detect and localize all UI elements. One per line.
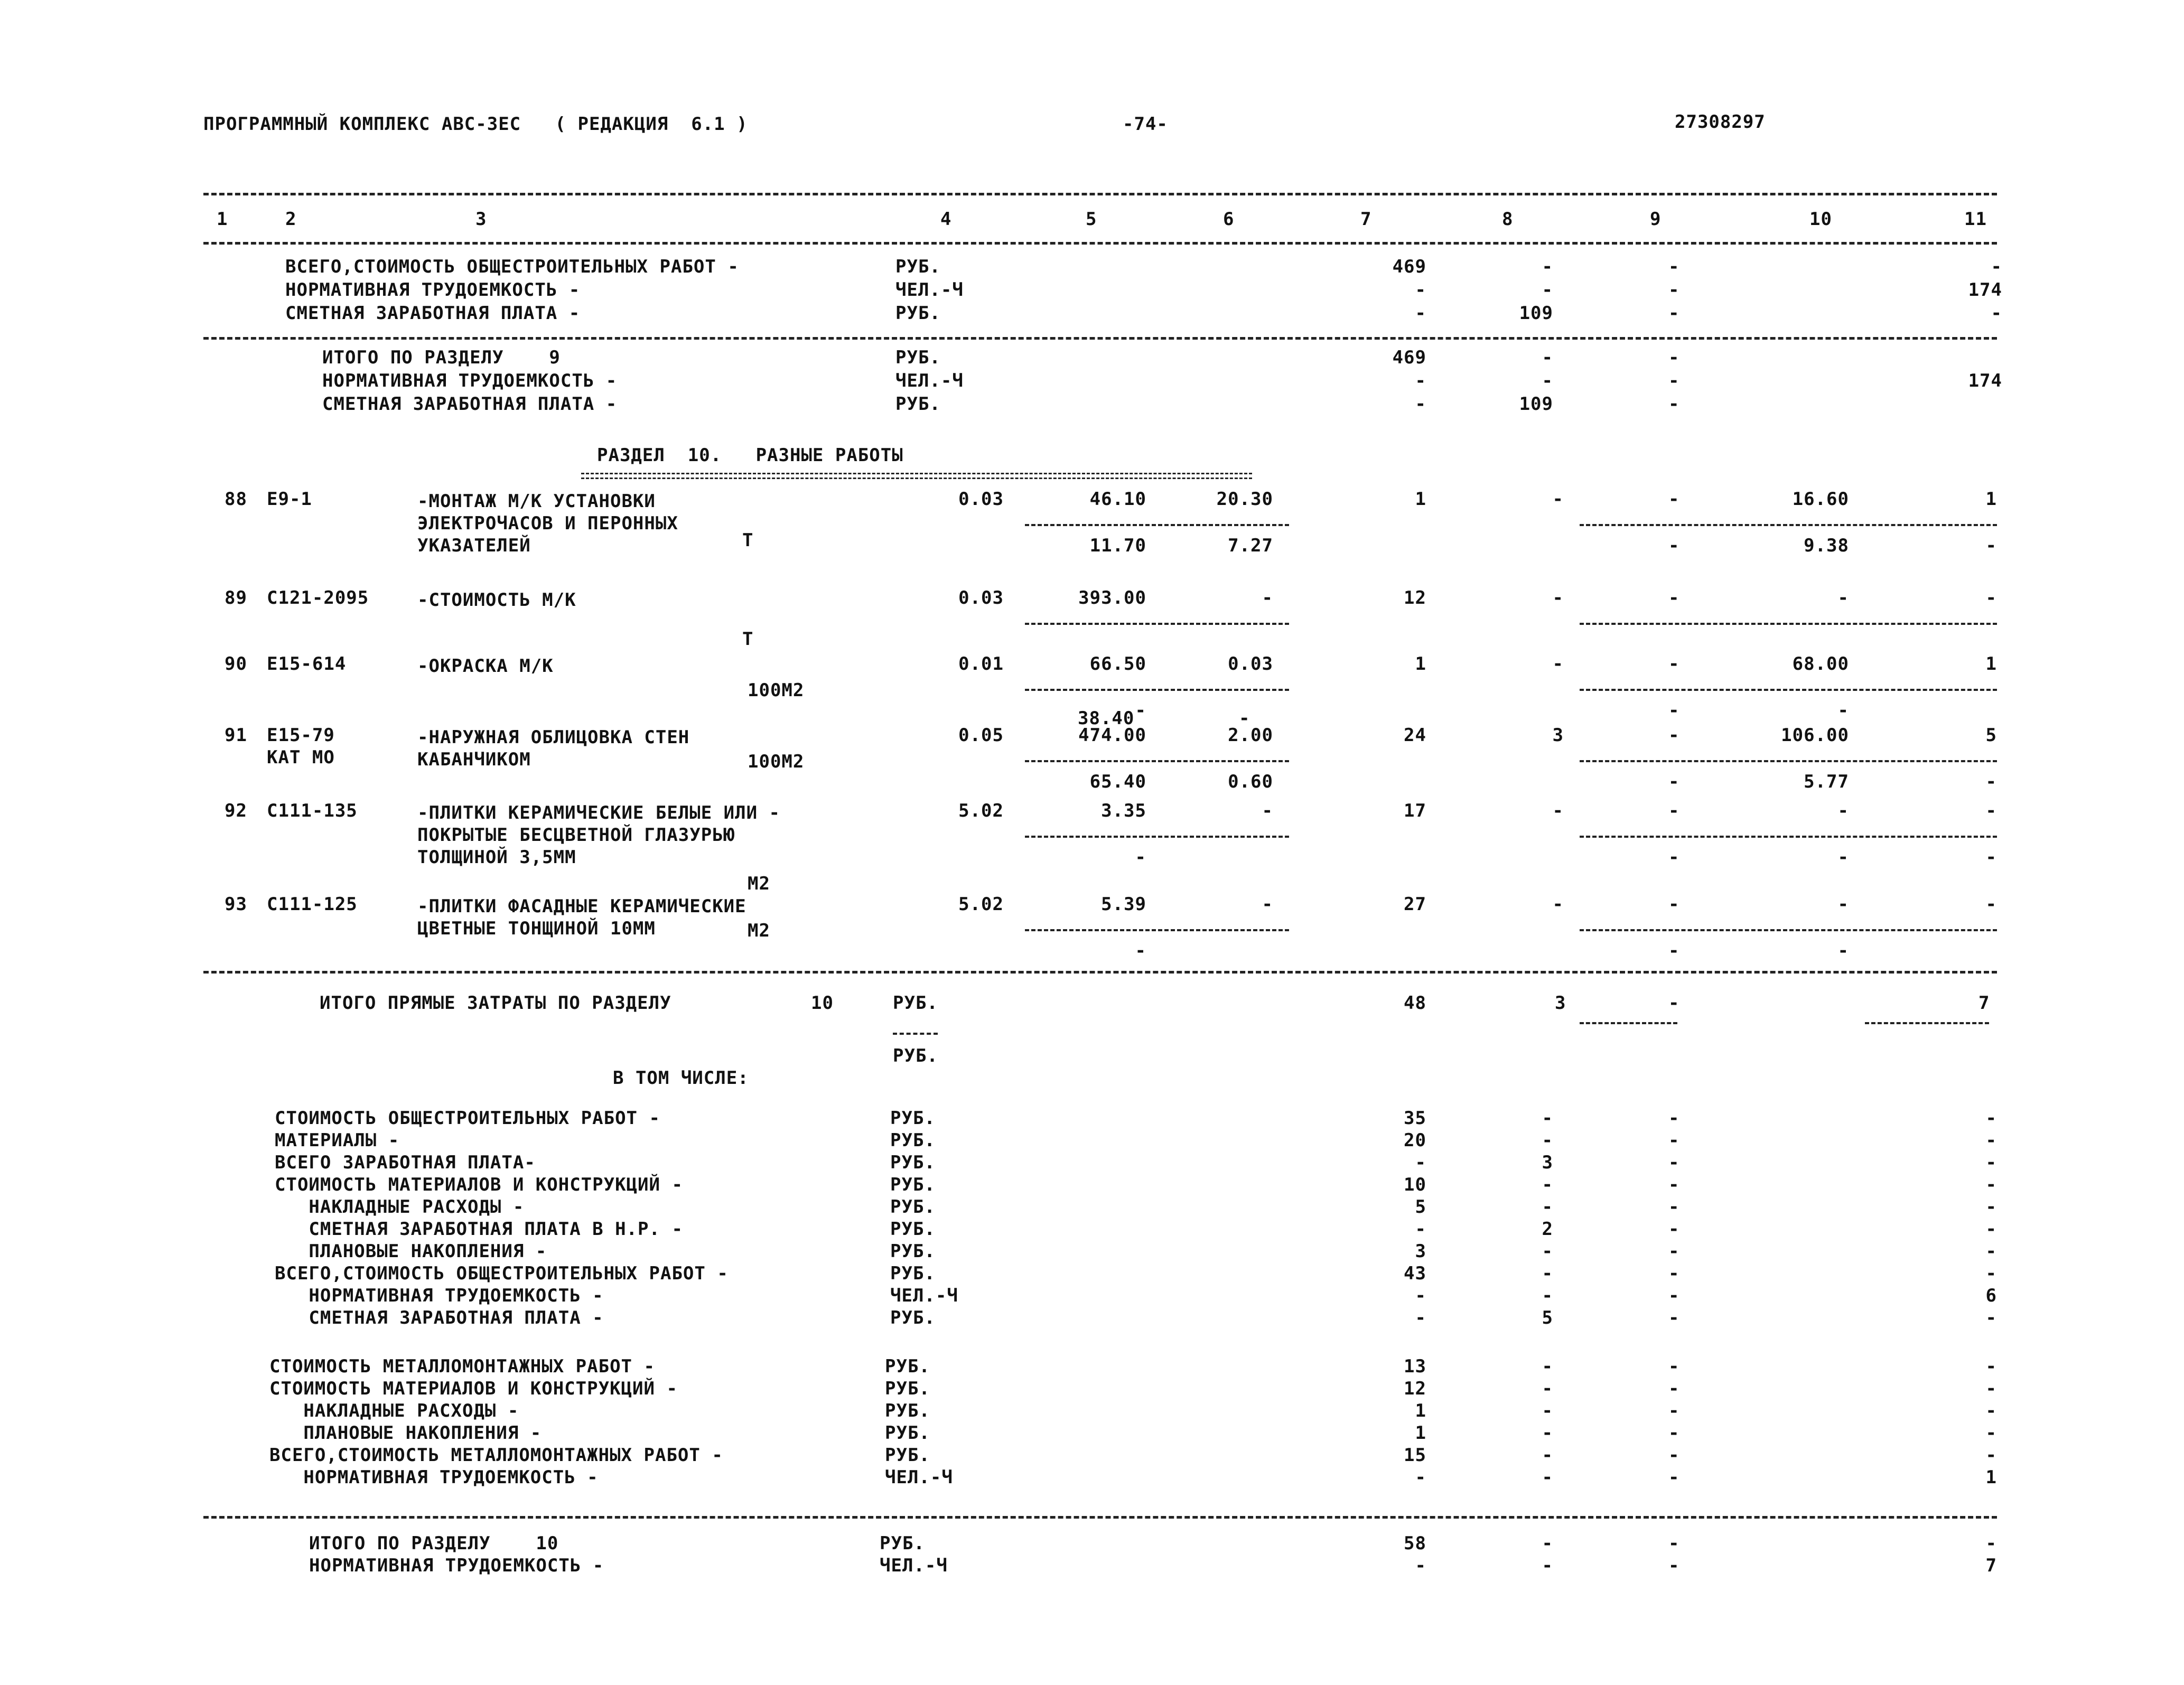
row-unit: РУБ.: [885, 1422, 930, 1444]
row-c7: 15: [1404, 1445, 1426, 1466]
row-unit: РУБ.: [885, 1378, 930, 1399]
row-unit: ЧЕЛ.-Ч: [880, 1555, 948, 1576]
item-number: 89: [225, 587, 247, 609]
item-number: 88: [225, 489, 247, 510]
item-labor-total-mech: -: [1985, 847, 1997, 868]
row-c8: -: [1542, 1422, 1553, 1444]
direct-costs-c9: -: [1668, 993, 1680, 1014]
item-unit-price-mech: -: [1135, 700, 1146, 721]
row-c11: -: [1991, 303, 2002, 324]
column-number-10: 10: [1809, 209, 1832, 230]
document-id: 27308297: [1675, 111, 1766, 133]
row-unit: РУБ.: [885, 1356, 930, 1377]
item-description: -ПЛИТКИ ФАСАДНЫЕ КЕРАМИЧЕСКИЕ ЦВЕТНЫЕ ТОНЩИНОЙ 10ММ: [417, 896, 746, 939]
row-c11: -: [1985, 1263, 1997, 1284]
item-labor-divider: [1580, 929, 1997, 931]
row-c8: -: [1542, 1130, 1553, 1151]
row-unit: РУБ.: [890, 1196, 936, 1218]
row-unit: РУБ.: [890, 1219, 936, 1240]
item-total-wages: -: [1552, 587, 1564, 609]
direct-costs-unit: РУБ.: [893, 993, 938, 1014]
item-c9-top: -: [1668, 587, 1680, 609]
row-unit: РУБ.: [890, 1130, 936, 1151]
row-c8: -: [1542, 279, 1553, 301]
direct-costs-c9-rule: [1580, 1022, 1677, 1024]
row-c11: -: [1985, 1307, 1997, 1328]
row-c9: -: [1668, 1422, 1680, 1444]
item-code: С111-135: [267, 800, 358, 821]
row-c7: 58: [1404, 1533, 1426, 1554]
row-unit: РУБ.: [890, 1152, 936, 1173]
row-c9: -: [1668, 370, 1680, 391]
direct-costs-section: 10: [811, 993, 834, 1014]
item-labor-divider: [1580, 623, 1997, 625]
item-description: -СТОИМОСТЬ М/К: [417, 589, 576, 611]
row-unit: РУБ.: [880, 1533, 925, 1554]
row-c8: 109: [1519, 303, 1553, 324]
row-c8: -: [1542, 256, 1553, 277]
header-bottom-rule: [203, 242, 1997, 245]
item-91-extra-price: 38.40: [1078, 708, 1135, 729]
item-unit-price: 393.00: [1078, 587, 1146, 609]
row-c7: -: [1415, 1152, 1426, 1173]
row-c9: -: [1668, 1196, 1680, 1218]
row-c7: 1: [1415, 1400, 1426, 1421]
item-91-extra-value: -: [1239, 708, 1250, 729]
column-number-4: 4: [940, 209, 952, 230]
item-description: -ОКРАСКА М/К: [417, 656, 554, 677]
row-c8: 109: [1519, 394, 1553, 415]
item-unit-price: 3.35: [1101, 800, 1146, 821]
row-label: ВСЕГО,СТОИМОСТЬ ОБЩЕСТРОИТЕЛЬНЫХ РАБОТ -: [275, 1263, 729, 1284]
item-number: 93: [225, 894, 247, 915]
direct-costs-c7: 48: [1404, 993, 1426, 1014]
column-number-6: 6: [1223, 209, 1235, 230]
row-c9: -: [1668, 1533, 1680, 1554]
item-quantity: 0.03: [958, 489, 1004, 510]
item-labor-divider: [1580, 836, 1997, 838]
item-total-wages: -: [1552, 800, 1564, 821]
item-labor-total-mech: -: [1985, 771, 1997, 792]
row-c11: -: [1985, 1108, 1997, 1129]
item-unit: Т: [742, 629, 754, 650]
row-c8: 5: [1542, 1307, 1553, 1328]
item-c9-bottom: -: [1668, 940, 1680, 961]
item-labor-norm-mech: -: [1837, 700, 1849, 721]
item-labor-total: -: [1985, 800, 1997, 821]
direct-costs-c8: 3: [1555, 993, 1566, 1014]
item-labor-norm-mech: -: [1837, 847, 1849, 868]
item-labor-norm-mech: 9.38: [1804, 535, 1849, 556]
item-price-divider: [1025, 929, 1289, 931]
row-c9: -: [1668, 1378, 1680, 1399]
row-c9: -: [1668, 1108, 1680, 1129]
item-quantity: 0.01: [958, 653, 1004, 675]
row-c7: 469: [1392, 256, 1426, 277]
item-code-extra: КАТ МО: [267, 747, 335, 768]
row-c11: -: [1985, 1219, 1997, 1240]
direct-costs-unit-underline: [893, 1033, 938, 1035]
item-unit: М2: [748, 920, 770, 941]
column-number-8: 8: [1502, 209, 1514, 230]
item-c9-top: -: [1668, 653, 1680, 675]
item-labor-divider: [1580, 524, 1997, 526]
page-number: -74-: [1123, 114, 1168, 135]
row-c11: -: [1991, 256, 2002, 277]
item-labor-divider: [1580, 760, 1997, 762]
row-c7: 20: [1404, 1130, 1426, 1151]
row-c9: -: [1668, 394, 1680, 415]
item-total-wages: 3: [1552, 725, 1564, 746]
item-description: -МОНТАЖ М/К УСТАНОВКИ ЭЛЕКТРОЧАСОВ И ПЕРОННЫХ УКАЗАТЕЛЕЙ: [417, 491, 678, 556]
row-c11: 174: [1968, 370, 2002, 391]
row-c9: -: [1668, 256, 1680, 277]
row-c8: -: [1542, 347, 1553, 368]
item-quantity: 0.05: [958, 725, 1004, 746]
row-c9: -: [1668, 1467, 1680, 1488]
item-unit-price: 5.39: [1101, 894, 1146, 915]
row-unit: ЧЕЛ.-Ч: [885, 1467, 953, 1488]
row-c9: -: [1668, 279, 1680, 301]
section-10-title: РАЗДЕЛ 10. РАЗНЫЕ РАБОТЫ: [597, 445, 903, 466]
row-c8: -: [1542, 1445, 1553, 1466]
row-c8: -: [1542, 1174, 1553, 1195]
row-c7: -: [1415, 303, 1426, 324]
item-total-wages: -: [1552, 489, 1564, 510]
item-total-wages: -: [1552, 653, 1564, 675]
item-unit: Т: [742, 530, 754, 551]
row-label: МАТЕРИАЛЫ -: [275, 1130, 400, 1151]
row-c7: -: [1415, 1285, 1426, 1306]
row-c7: 43: [1404, 1263, 1426, 1284]
row-label: НАКЛАДНЫЕ РАСХОДЫ -: [269, 1400, 519, 1421]
row-unit: РУБ.: [890, 1263, 936, 1284]
section-9-rule: [203, 337, 1997, 340]
program-title: ПРОГРАММНЫЙ КОМПЛЕКС АВС-3ЕС ( РЕДАКЦИЯ 6.1 ): [203, 114, 748, 135]
item-c9-bottom: -: [1668, 535, 1680, 556]
item-labor-norm-mech: 5.77: [1804, 771, 1849, 792]
header-top-rule: [203, 193, 1997, 195]
item-labor-total: -: [1985, 894, 1997, 915]
item-code: Е15-614: [267, 653, 347, 675]
item-price-wages: 0.03: [1228, 653, 1273, 675]
row-unit: РУБ.: [890, 1241, 936, 1262]
row-c7: 5: [1415, 1196, 1426, 1218]
row-c9: -: [1668, 1174, 1680, 1195]
column-number-7: 7: [1360, 209, 1372, 230]
items-end-rule: [203, 971, 1997, 973]
row-c8: -: [1542, 370, 1553, 391]
item-unit-price-mech: 65.40: [1089, 771, 1146, 792]
row-label: НОРМАТИВНАЯ ТРУДОЕМКОСТЬ -: [285, 279, 581, 301]
item-labor-total: -: [1985, 587, 1997, 609]
item-labor-norm: 16.60: [1792, 489, 1849, 510]
row-c11: 7: [1985, 1555, 1997, 1576]
item-labor-total: 1: [1985, 653, 1997, 675]
row-c11: 174: [1968, 279, 2002, 301]
column-number-11: 11: [1964, 209, 1987, 230]
item-unit: 100М2: [748, 751, 805, 772]
row-c7: -: [1415, 394, 1426, 415]
row-c8: -: [1542, 1378, 1553, 1399]
direct-costs-c11-rule: [1865, 1022, 1989, 1024]
row-c11: 1: [1985, 1467, 1997, 1488]
row-c8: 2: [1542, 1219, 1553, 1240]
row-label: СТОИМОСТЬ МЕТАЛЛОМОНТАЖНЫХ РАБОТ -: [269, 1356, 655, 1377]
row-label: НОРМАТИВНАЯ ТРУДОЕМКОСТЬ -: [269, 1467, 599, 1488]
item-price-wages: 20.30: [1216, 489, 1273, 510]
item-labor-norm: 68.00: [1792, 653, 1849, 675]
item-total-cost: 24: [1404, 725, 1426, 746]
row-c9: -: [1668, 347, 1680, 368]
item-c9-top: -: [1668, 800, 1680, 821]
row-unit: РУБ.: [895, 303, 941, 324]
row-c8: -: [1542, 1196, 1553, 1218]
row-c9: -: [1668, 1400, 1680, 1421]
item-number: 90: [225, 653, 247, 675]
row-c7: 12: [1404, 1378, 1426, 1399]
item-unit: 100М2: [748, 680, 805, 701]
item-unit-price-mech: 11.70: [1089, 535, 1146, 556]
row-c9: -: [1668, 303, 1680, 324]
row-c7: -: [1415, 1307, 1426, 1328]
item-price-wages: -: [1262, 894, 1273, 915]
item-price-wages: 2.00: [1228, 725, 1273, 746]
row-c11: -: [1985, 1130, 1997, 1151]
item-unit-price: 46.10: [1089, 489, 1146, 510]
row-c7: -: [1415, 1555, 1426, 1576]
row-c7: 3: [1415, 1241, 1426, 1262]
direct-costs-c11: 7: [1978, 993, 1990, 1014]
item-code: Е15-79: [267, 725, 335, 746]
row-c7: 13: [1404, 1356, 1426, 1377]
item-labor-norm: -: [1837, 587, 1849, 609]
row-label: ВСЕГО ЗАРАБОТНАЯ ПЛАТА-: [275, 1152, 536, 1173]
item-number: 92: [225, 800, 247, 821]
item-total-cost: 12: [1404, 587, 1426, 609]
column-number-1: 1: [217, 209, 228, 230]
item-description: -ПЛИТКИ КЕРАМИЧЕСКИЕ БЕЛЫЕ ИЛИ - ПОКРЫТЫЕ БЕСЦВЕТНОЙ ГЛАЗУРЬЮ ТОЛЩИНОЙ 3,5ММ: [417, 802, 781, 868]
row-label: ИТОГО ПО РАЗДЕЛУ 9: [322, 347, 561, 368]
row-c9: -: [1668, 1263, 1680, 1284]
row-label: СМЕТНАЯ ЗАРАБОТНАЯ ПЛАТА -: [285, 303, 581, 324]
row-c7: 1: [1415, 1422, 1426, 1444]
item-unit-price: 474.00: [1078, 725, 1146, 746]
item-unit-price-mech: -: [1135, 847, 1146, 868]
item-price-divider: [1025, 689, 1289, 691]
row-c11: -: [1985, 1241, 1997, 1262]
direct-costs-label: ИТОГО ПРЯМЫЕ ЗАТРАТЫ ПО РАЗДЕЛУ: [320, 993, 671, 1014]
row-unit: РУБ.: [885, 1400, 930, 1421]
row-c9: -: [1668, 1445, 1680, 1466]
row-unit: РУБ.: [885, 1445, 930, 1466]
section-10-total-rule: [203, 1516, 1997, 1519]
row-c7: 10: [1404, 1174, 1426, 1195]
direct-costs-unit-2: РУБ.: [893, 1045, 938, 1066]
row-c7: -: [1415, 370, 1426, 391]
row-c8: -: [1542, 1241, 1553, 1262]
row-unit: РУБ.: [895, 394, 941, 415]
row-c9: -: [1668, 1307, 1680, 1328]
item-total-wages: -: [1552, 894, 1564, 915]
row-c11: -: [1985, 1533, 1997, 1554]
item-c9-top: -: [1668, 894, 1680, 915]
item-labor-norm: -: [1837, 894, 1849, 915]
item-description: -НАРУЖНАЯ ОБЛИЦОВКА СТЕН КАБАНЧИКОМ: [417, 727, 690, 770]
item-labor-norm: 106.00: [1781, 725, 1849, 746]
row-c8: -: [1542, 1533, 1553, 1554]
item-labor-total-mech: -: [1985, 535, 1997, 556]
row-label: ПЛАНОВЫЕ НАКОПЛЕНИЯ -: [275, 1241, 547, 1262]
row-c7: -: [1415, 1467, 1426, 1488]
column-number-5: 5: [1086, 209, 1097, 230]
item-code: С121-2095: [267, 587, 369, 609]
row-c9: -: [1668, 1241, 1680, 1262]
row-c9: -: [1668, 1219, 1680, 1240]
item-quantity: 5.02: [958, 800, 1004, 821]
row-label: СТОИМОСТЬ МАТЕРИАЛОВ И КОНСТРУКЦИЙ -: [275, 1174, 683, 1195]
row-c9: -: [1668, 1356, 1680, 1377]
row-unit: ЧЕЛ.-Ч: [895, 279, 964, 301]
row-c8: 3: [1542, 1152, 1553, 1173]
row-c8: -: [1542, 1263, 1553, 1284]
row-c11: 6: [1985, 1285, 1997, 1306]
row-label: ПЛАНОВЫЕ НАКОПЛЕНИЯ -: [269, 1422, 542, 1444]
item-mech-wages: 0.60: [1228, 771, 1273, 792]
item-unit: М2: [748, 873, 770, 894]
item-labor-divider: [1580, 689, 1997, 691]
row-label: СТОИМОСТЬ МАТЕРИАЛОВ И КОНСТРУКЦИЙ -: [269, 1378, 678, 1399]
item-price-divider: [1025, 836, 1289, 838]
item-code: Е9-1: [267, 489, 312, 510]
row-label: ИТОГО ПО РАЗДЕЛУ 10: [309, 1533, 559, 1554]
item-price-divider: [1025, 623, 1289, 625]
item-unit-price: 66.50: [1089, 653, 1146, 675]
row-c11: -: [1985, 1400, 1997, 1421]
item-price-divider: [1025, 760, 1289, 762]
item-mech-wages: 7.27: [1228, 535, 1273, 556]
item-c9-bottom: -: [1668, 700, 1680, 721]
row-unit: РУБ.: [895, 256, 941, 277]
item-price-divider: [1025, 524, 1289, 526]
item-c9-bottom: -: [1668, 771, 1680, 792]
row-c9: -: [1668, 1555, 1680, 1576]
item-code: С111-125: [267, 894, 358, 915]
row-c8: -: [1542, 1108, 1553, 1129]
row-label: ВСЕГО,СТОИМОСТЬ МЕТАЛЛОМОНТАЖНЫХ РАБОТ -: [269, 1445, 723, 1466]
row-c8: -: [1542, 1555, 1553, 1576]
row-c8: -: [1542, 1356, 1553, 1377]
row-label: СМЕТНАЯ ЗАРАБОТНАЯ ПЛАТА В Н.Р. -: [275, 1219, 683, 1240]
row-c11: -: [1985, 1378, 1997, 1399]
section-10-title-underline: [581, 473, 1252, 479]
item-labor-total: 5: [1985, 725, 1997, 746]
including-label: В ТОМ ЧИСЛЕ:: [613, 1068, 749, 1089]
row-c11: -: [1985, 1152, 1997, 1173]
item-number: 91: [225, 725, 247, 746]
row-c11: -: [1985, 1196, 1997, 1218]
row-c9: -: [1668, 1130, 1680, 1151]
item-price-wages: -: [1262, 800, 1273, 821]
item-total-cost: 1: [1415, 489, 1426, 510]
item-c9-bottom: -: [1668, 847, 1680, 868]
row-c7: 469: [1392, 347, 1426, 368]
item-labor-norm-mech: -: [1837, 940, 1849, 961]
row-label: СТОИМОСТЬ ОБЩЕСТРОИТЕЛЬНЫХ РАБОТ -: [275, 1108, 660, 1129]
row-label: СМЕТНАЯ ЗАРАБОТНАЯ ПЛАТА -: [322, 394, 618, 415]
item-labor-total: 1: [1985, 489, 1997, 510]
item-total-cost: 27: [1404, 894, 1426, 915]
row-c8: -: [1542, 1467, 1553, 1488]
item-unit-price-mech: -: [1135, 940, 1146, 961]
row-c11: -: [1985, 1356, 1997, 1377]
row-c8: -: [1542, 1285, 1553, 1306]
column-number-9: 9: [1650, 209, 1662, 230]
row-c9: -: [1668, 1285, 1680, 1306]
row-c11: -: [1985, 1174, 1997, 1195]
item-c9-top: -: [1668, 725, 1680, 746]
row-c11: -: [1985, 1422, 1997, 1444]
row-unit: РУБ.: [890, 1307, 936, 1328]
row-unit: РУБ.: [895, 347, 941, 368]
row-unit: ЧЕЛ.-Ч: [890, 1285, 958, 1306]
item-quantity: 0.03: [958, 587, 1004, 609]
row-c7: 35: [1404, 1108, 1426, 1129]
row-label: НОРМАТИВНАЯ ТРУДОЕМКОСТЬ -: [275, 1285, 604, 1306]
row-label: ВСЕГО,СТОИМОСТЬ ОБЩЕСТРОИТЕЛЬНЫХ РАБОТ -: [285, 256, 739, 277]
row-unit: ЧЕЛ.-Ч: [895, 370, 964, 391]
row-label: НОРМАТИВНАЯ ТРУДОЕМКОСТЬ -: [322, 370, 618, 391]
column-number-3: 3: [475, 209, 487, 230]
row-c7: -: [1415, 279, 1426, 301]
item-price-wages: -: [1262, 587, 1273, 609]
row-label: НОРМАТИВНАЯ ТРУДОЕМКОСТЬ -: [309, 1555, 604, 1576]
row-label: СМЕТНАЯ ЗАРАБОТНАЯ ПЛАТА -: [275, 1307, 604, 1328]
row-c8: -: [1542, 1400, 1553, 1421]
row-c11: -: [1985, 1445, 1997, 1466]
row-unit: РУБ.: [890, 1108, 936, 1129]
item-quantity: 5.02: [958, 894, 1004, 915]
column-number-2: 2: [285, 209, 297, 230]
row-c7: -: [1415, 1219, 1426, 1240]
item-labor-norm: -: [1837, 800, 1849, 821]
item-total-cost: 17: [1404, 800, 1426, 821]
row-label: НАКЛАДНЫЕ РАСХОДЫ -: [275, 1196, 525, 1218]
row-c9: -: [1668, 1152, 1680, 1173]
item-total-cost: 1: [1415, 653, 1426, 675]
item-c9-top: -: [1668, 489, 1680, 510]
row-unit: РУБ.: [890, 1174, 936, 1195]
